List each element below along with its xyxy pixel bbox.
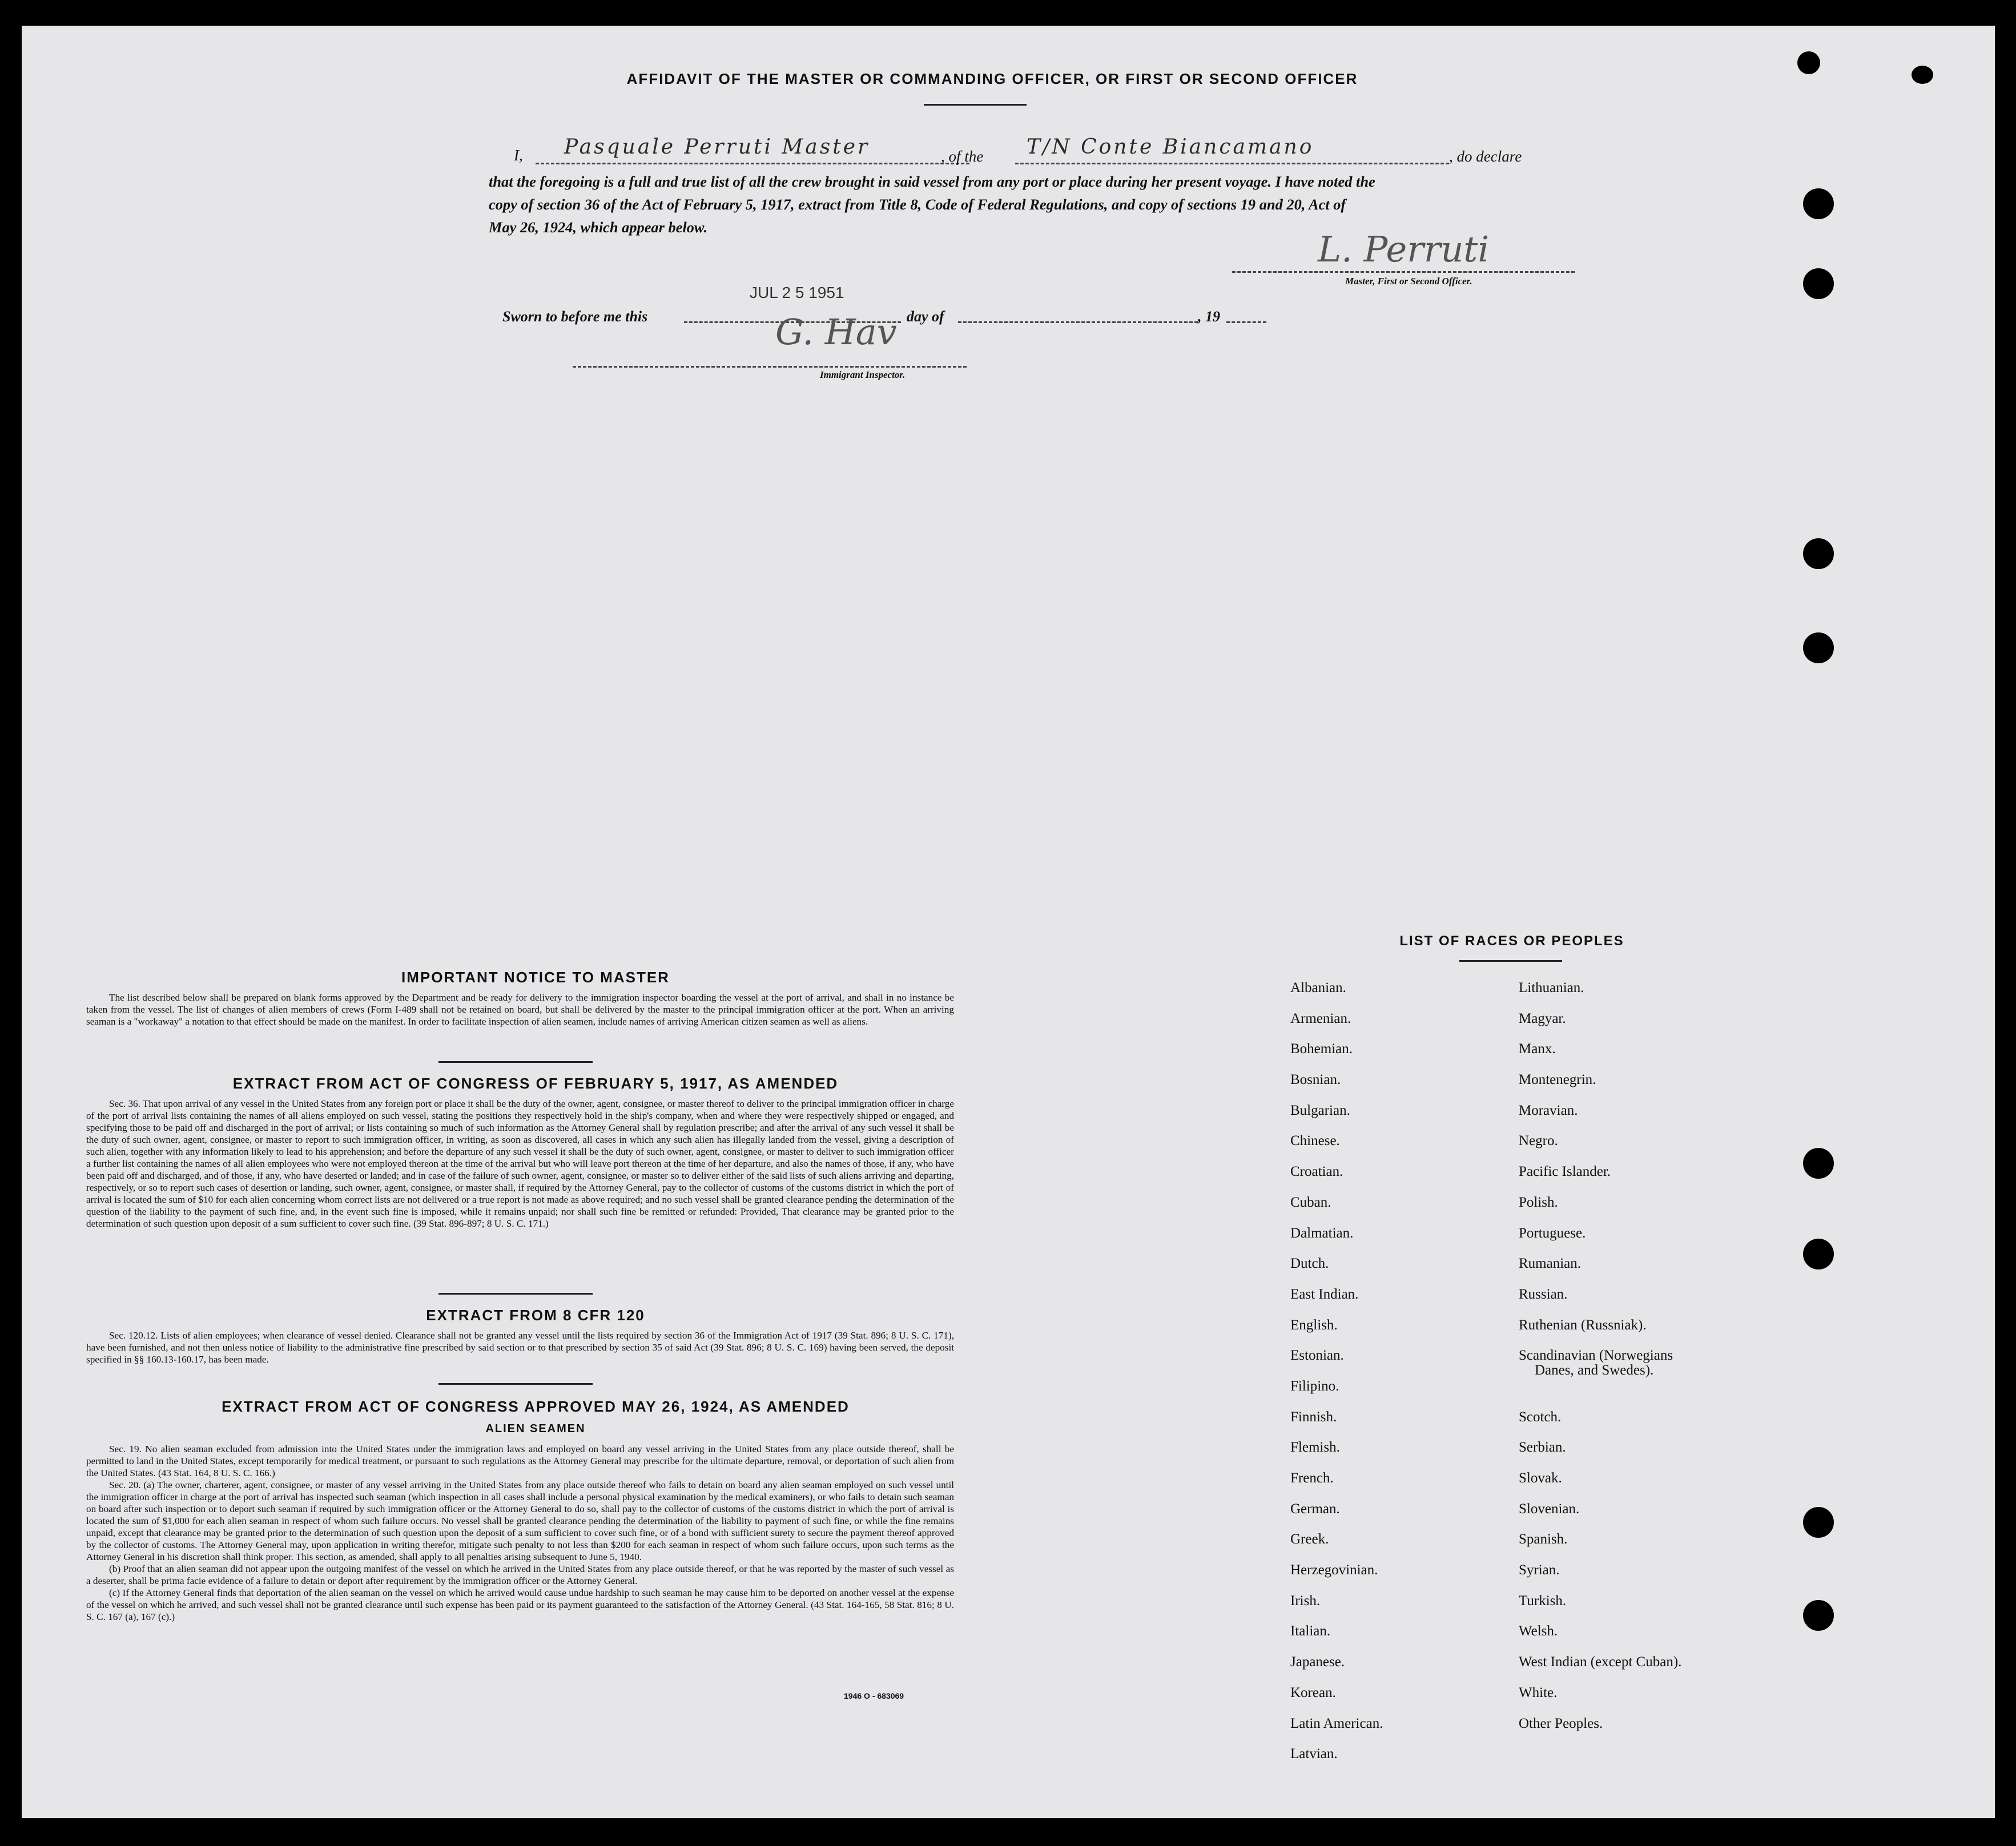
- race-item: Spanish.: [1519, 1531, 1568, 1547]
- of-the-label: , of the: [941, 148, 984, 165]
- race-item: French.: [1290, 1470, 1334, 1486]
- extract-1924-text: [86, 1443, 954, 1623]
- extract-1917-text: [86, 1098, 954, 1230]
- race-item: Welsh.: [1519, 1623, 1558, 1639]
- sec-19-paragraph: Sec. 19. No alien seaman excluded from admission into the United States under the immigration laws and employed on board any vessel arriving in the United States from any place outside thereof, shall be permitted to land in the United States, except temporarily for medical treatment, or pursuant to such regulations as the Attorney General may prescribe for the ultimate departure, removal, or deportation of such alien from the United States. (43 Stat. 164, 8 U. S. C. 166.): [86, 1444, 954, 1478]
- race-item: Rumanian.: [1519, 1256, 1582, 1272]
- punch-hole: [1803, 1507, 1834, 1538]
- race-item: Bosnian.: [1290, 1072, 1341, 1088]
- divider: [438, 1293, 593, 1295]
- race-item: Polish.: [1519, 1194, 1558, 1210]
- race-item: Moravian.: [1519, 1102, 1578, 1118]
- inspector-signature: G. Hav: [775, 311, 897, 353]
- inspector-line: [573, 366, 967, 368]
- race-item: Syrian.: [1519, 1562, 1560, 1578]
- race-item: Slovenian.: [1519, 1501, 1580, 1517]
- race-item: Other Peoples.: [1519, 1715, 1603, 1731]
- race-item: Scandinavian (Norwegians: [1519, 1348, 1673, 1364]
- signature-caption: Master, First or Second Officer.: [1345, 276, 1472, 287]
- sec-20c-paragraph: (c) If the Attorney General finds that deportation of the alien seaman on the vessel on which he arrived would cause undue hardship to such seaman he may cause him to be deported on another vessel at the expense of the vessel on which he arrived, and such vessel shall not be granted clearance until such expense has been paid or its payment guaranteed to the satisfaction of the Attorney General. (43 Stat. 164-165, 58 Stat. 816; 8 U. S. C. 167 (a), 167 (c).): [86, 1587, 954, 1622]
- race-item: Scotch.: [1519, 1409, 1562, 1425]
- print-code: 1946 O - 683069: [844, 1691, 904, 1700]
- race-item: Bulgarian.: [1290, 1102, 1350, 1118]
- race-item: Italian.: [1290, 1623, 1331, 1639]
- divider: [1459, 960, 1562, 962]
- races-column-1: [1290, 980, 1383, 1777]
- race-item: Dalmatian.: [1290, 1225, 1354, 1241]
- name-line: [536, 163, 969, 164]
- race-item: Pacific Islander.: [1519, 1164, 1611, 1180]
- race-item: Ruthenian (Russniak).: [1519, 1317, 1647, 1333]
- race-item: Montenegrin.: [1519, 1072, 1596, 1088]
- signature-line: [1232, 271, 1575, 273]
- races-title: LIST OF RACES OR PEOPLES: [1399, 933, 1624, 949]
- race-item: Armenian.: [1290, 1010, 1351, 1026]
- punch-hole: [1803, 538, 1834, 569]
- race-item: Latin American.: [1290, 1715, 1383, 1731]
- master-name: Pasquale Perruti Master: [564, 135, 870, 159]
- race-item: Flemish.: [1290, 1440, 1340, 1456]
- punch-hole: [1912, 66, 1933, 84]
- race-item: East Indian.: [1290, 1286, 1359, 1302]
- extract-1917-paragraph: Sec. 36. That upon arrival of any vessel in the United States from any foreign port or place it shall be the duty of the owner, agent, consignee, or master thereof to deliver to the principal immigration officer in charge of the port of arrival lists containing the names of all aliens employed on such vessel, stating the positions they respectively hold in the ship's company, when and where they were respectively shipped or engaged, and specifying those to be paid off and discharged in the port of arrival; or lists containing so much of such information as the Attorney General shall by regulation prescribe; and after the arrival of any such vessel it shall be the duty of such owner, agent, consignee, or master to report to such immigration officer, in writing, as soon as discovered, all cases in which any such alien has illegally landed from the vessel, giving a description of such alien, together with any information likely to lead to his apprehension; and before the departure of any such vessel it shall be the duty of such owner, agent, consignee, or master to deliver to such immigration officer a further list containing the names of all alien employees who were not employed thereon at the time of the arrival but who will leave port thereon at the time of her departure, and also the names of those, if any, who have been paid off and discharged, and of those, if any, who have deserted or landed; and in case of the failure of such owner, agent, consignee, or master so to deliver either of the said lists of such aliens arriving and departing, respectively, or so to report such cases of desertion or landing, such owner, agent, consignee, or master shall, if required by the Attorney General, pay to the collector of customs of the customs district in which the port of arrival is located the sum of $10 for each alien concerning whom correct lists are not delivered or a true report is not made as above required; and no such vessel shall be granted clearance pending the determination of the question of the liability to the payment of such fine, and, in the event such fine is imposed, while it remains unpaid; nor shall such fine be remitted or refunded: Provided, That clearance may be granted prior to the determination of such question upon deposit of a sum sufficient to cover such fine. (39 Stat. 896-897; 8 U. S. C. 171.): [86, 1098, 954, 1229]
- race-item: Herzegovinian.: [1290, 1562, 1378, 1578]
- divider: [924, 104, 1027, 106]
- punch-hole: [1803, 1148, 1834, 1179]
- extract-cfr-title: EXTRACT FROM 8 CFR 120: [426, 1307, 645, 1324]
- notice-text: [86, 991, 954, 1027]
- race-item: Serbian.: [1519, 1440, 1566, 1456]
- year-label: , 19: [1198, 308, 1220, 325]
- punch-hole: [1803, 188, 1834, 219]
- affidavit-line-1: that the foregoing is a full and true list of all the crew brought in said vessel from any port or place during her present voyage. I have noted the: [489, 173, 1375, 190]
- manifest-page: [22, 26, 1995, 1818]
- i-label: I,: [514, 147, 523, 164]
- master-signature: L. Perruti: [1318, 228, 1490, 270]
- race-item: English.: [1290, 1317, 1338, 1333]
- race-item: Estonian.: [1290, 1348, 1344, 1364]
- race-item: Danes, and Swedes).: [1535, 1363, 1654, 1379]
- affidavit-line-3: May 26, 1924, which appear below.: [489, 219, 708, 236]
- extract-cfr-text: [86, 1329, 954, 1365]
- extract-1924-title: EXTRACT FROM ACT OF CONGRESS APPROVED MAY 26, 1924, AS AMENDED: [222, 1398, 850, 1415]
- notice-paragraph: The list described below shall be prepared on blank forms approved by the Department and be ready for delivery to the immigration inspector boarding the vessel at the port of arrival, and shall in no instance be taken from the vessel. The list of changes of alien members of crews (Form I-489 shall not be retained on board, but shall be delivered by the master to the principal immigration officer at the port. When an arriving seaman is a "workaway" a notation to that effect should be made on the manifest. In order to facilitate inspection of alien seamen, include names of arriving American citizen seamen as well as aliens.: [86, 992, 954, 1027]
- race-item: Bohemian.: [1290, 1041, 1353, 1057]
- race-item: Negro.: [1519, 1133, 1558, 1149]
- race-item: Dutch.: [1290, 1256, 1329, 1272]
- extract-1917-title: EXTRACT FROM ACT OF CONGRESS OF FEBRUARY 5, 1917, AS AMENDED: [232, 1075, 839, 1092]
- divider: [438, 1061, 593, 1063]
- race-item: Turkish.: [1519, 1593, 1567, 1609]
- punch-hole: [1797, 51, 1820, 74]
- do-declare-label: , do declare: [1449, 148, 1522, 165]
- punch-hole: [1803, 1239, 1834, 1269]
- punch-hole: [1803, 1600, 1834, 1631]
- race-item: Korean.: [1290, 1684, 1336, 1700]
- day-line: [958, 321, 1198, 323]
- sworn-label: Sworn to before me this: [502, 308, 648, 325]
- inspector-caption: Immigrant Inspector.: [820, 369, 906, 380]
- race-item: Cuban.: [1290, 1194, 1331, 1210]
- race-item: German.: [1290, 1501, 1340, 1517]
- race-item: Chinese.: [1290, 1133, 1340, 1149]
- punch-hole: [1803, 632, 1834, 663]
- day-of-label: day of: [907, 308, 944, 325]
- races-column-2: [1519, 980, 1681, 1746]
- year-line: [1226, 321, 1266, 323]
- race-item: Irish.: [1290, 1593, 1321, 1609]
- alien-seamen-subtitle: ALIEN SEAMEN: [485, 1422, 586, 1435]
- race-item: Filipino.: [1290, 1378, 1339, 1394]
- notice-title: IMPORTANT NOTICE TO MASTER: [401, 969, 670, 986]
- date-stamp: JUL 2 5 1951: [750, 284, 844, 301]
- vessel-line: [1015, 163, 1449, 164]
- race-item: Manx.: [1519, 1041, 1556, 1057]
- race-item: Latvian.: [1290, 1746, 1338, 1762]
- race-item: Croatian.: [1290, 1164, 1343, 1180]
- extract-cfr-paragraph: Sec. 120.12. Lists of alien employees; when clearance of vessel denied. Clearance shall not be granted any vessel until the lists required by section 36 of the Immigration Act of 1917 (39 Stat. 896; 8 U. S. C. 171), have been furnished, and not then unless notice of liability to the administrative fine prescribed by said section or to that prescribed by section 35 of said Act (39 Stat. 896; 8 U. S. C. 169) having been served, the deposit specified in §§ 160.13-160.17, has been made.: [86, 1330, 954, 1365]
- race-item: Magyar.: [1519, 1010, 1566, 1026]
- sec-20a-paragraph: Sec. 20. (a) The owner, charterer, agent, consignee, or master of any vessel arriving in the United States from any place outside thereof who fails to detain on board any alien seaman employed on such vessel until the immigration officer in charge at the port of arrival has inspected such seaman (which inspection in all cases shall include a personal physical examination by the medical examiners), or who fails to detain such seaman on board after such inspection or to deport such seaman if required by such immigration officer or the Attorney General to do so, shall pay to the collector of customs of the customs district in which the port of arrival is located the sum of $1,000 for each alien seaman in respect of whom such failure occurs. No vessel shall be granted clearance pending the determination of the liability to payment of such fine, or while the fine remains unpaid, except that clearance may be granted prior to the determination of such question upon the deposit of a sum sufficient to cover such fine, or of a bond with sufficient surety to secure the payment thereof approved by the collector of customs. The Attorney General may, upon application in writing therefor, mitigate such penalty to not less than $200 for each seaman in respect of whom such failure occurs, upon such terms as the Attorney General in his discretion shall think proper. This section, as amended, shall apply to all penalties arising subsequent to June 5, 1940.: [86, 1480, 954, 1562]
- race-item: Japanese.: [1290, 1654, 1345, 1670]
- race-item: Portuguese.: [1519, 1225, 1586, 1241]
- punch-hole: [1803, 268, 1834, 299]
- race-item: White.: [1519, 1684, 1558, 1700]
- vessel-name: T/N Conte Biancamano: [1027, 135, 1314, 159]
- race-item: Finnish.: [1290, 1409, 1337, 1425]
- race-item: Russian.: [1519, 1286, 1568, 1302]
- race-item: Slovak.: [1519, 1470, 1562, 1486]
- affidavit-line-2: copy of section 36 of the Act of February 5, 1917, extract from Title 8, Code of Federal Regulations, and copy of sections 19 and 20, Act of: [489, 196, 1346, 213]
- race-item: West Indian (except Cuban).: [1519, 1654, 1682, 1670]
- race-item: Albanian.: [1290, 980, 1346, 995]
- divider: [438, 1383, 593, 1385]
- race-item: Lithuanian.: [1519, 980, 1584, 995]
- sec-20b-paragraph: (b) Proof that an alien seaman did not appear upon the outgoing manifest of the vessel on which he arrived in the United States from any place outside thereof, or that he was reported by the master of such vessel as a deserter, shall be prima facie evidence of a failure to detain or deport after requirement by the immigration officer or the Attorney General.: [86, 1563, 954, 1586]
- affidavit-title: AFFIDAVIT OF THE MASTER OR COMMANDING OFFICER, OR FIRST OR SECOND OFFICER: [626, 70, 1358, 87]
- race-item: Greek.: [1290, 1531, 1329, 1547]
